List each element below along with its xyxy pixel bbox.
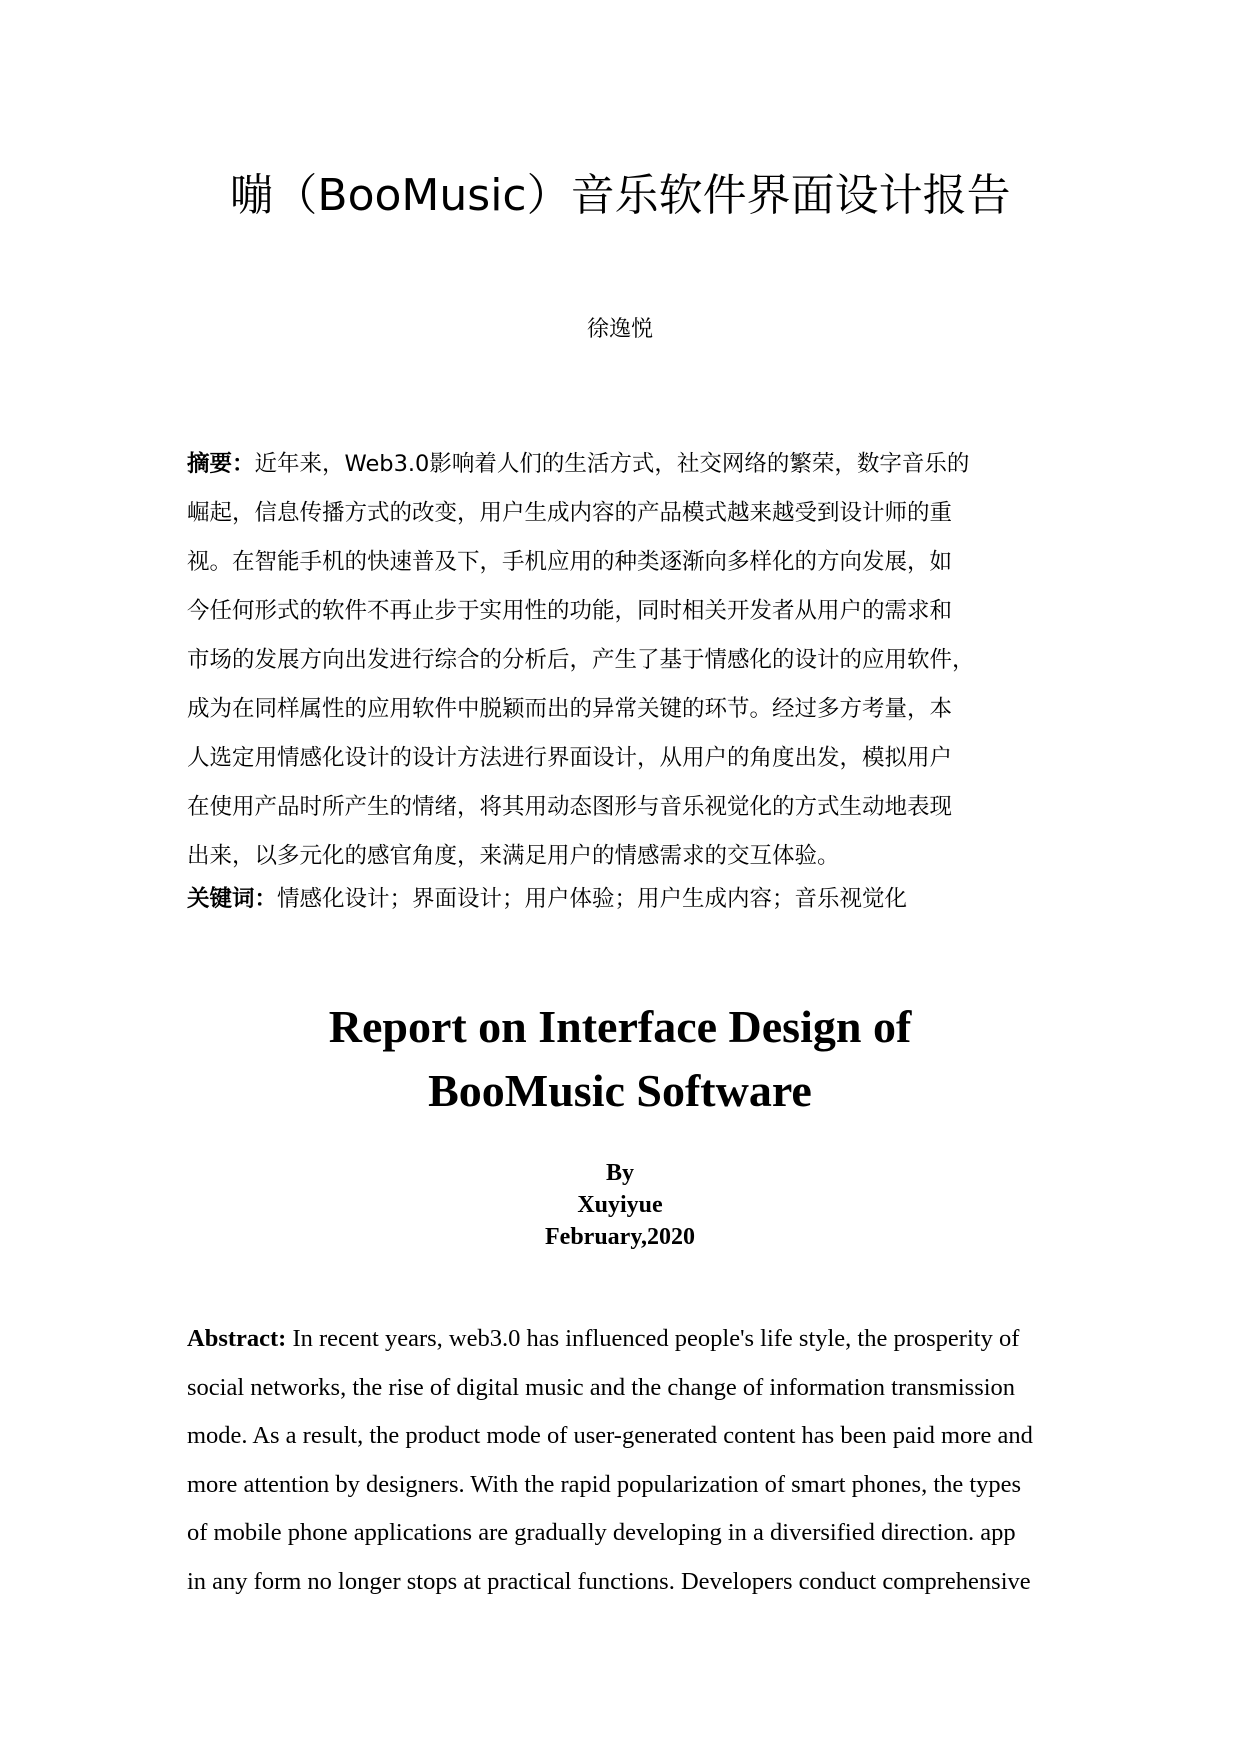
chinese-abstract-line: 视。在智能手机的快速普及下，手机应用的种类逐渐向多样化的方向发展，如	[187, 549, 953, 575]
chinese-abstract-text: 近年来，Web3.0影响着人们的生活方式，社交网络的繁荣，数字音乐的	[254, 451, 970, 477]
english-abstract-line: of mobile phone applications are gradually developing in a diversified direction. app	[187, 1519, 1016, 1546]
byline-author: Xuyiyue	[577, 1192, 663, 1218]
chinese-abstract-line	[187, 440, 1055, 489]
chinese-abstract-line: 今任何形式的软件不再止步于实用性的功能，同时相关开发者从用户的需求和	[187, 598, 953, 624]
chinese-title: 嘣（BooMusic）音乐软件界面设计报告	[229, 170, 1011, 221]
chinese-abstract-line: 人选定用情感化设计的设计方法进行界面设计，从用户的角度出发，模拟用户	[187, 745, 953, 771]
english-byline	[0, 1157, 1240, 1253]
english-abstract-line: in any form no longer stops at practical functions. Developers conduct comprehensive	[187, 1567, 1031, 1595]
chinese-keywords-text: 情感化设计；界面设计；用户体验；用户生成内容；音乐视觉化	[277, 886, 908, 912]
chinese-abstract-line: 崛起，信息传播方式的改变，用户生成内容的产品模式越来越受到设计师的重	[187, 500, 953, 526]
english-abstract-line: social networks, the rise of digital music and the change of information transmission	[187, 1373, 1016, 1401]
english-abstract	[187, 1315, 1057, 1606]
chinese-abstract-line: 市场的发展方向出发进行综合的分析后，产生了基于情感化的设计的应用软件，	[187, 647, 975, 673]
chinese-abstract-label: 摘要：	[187, 451, 255, 477]
chinese-abstract-line: 成为在同样属性的应用软件中脱颖而出的异常关键的环节。经过多方考量，本	[187, 696, 953, 722]
byline-by: By	[605, 1160, 634, 1186]
chinese-abstract-line: 出来，以多元化的感官角度，来满足用户的情感需求的交互体验。	[187, 843, 840, 869]
chinese-abstract-line: 在使用产品时所产生的情绪，将其用动态图形与音乐视觉化的方式生动地表现	[187, 794, 953, 820]
english-title-line: Report on Interface Design of	[328, 1001, 912, 1052]
english-title-line: BooMusic Software	[428, 1065, 812, 1116]
byline-date: February,2020	[545, 1224, 695, 1250]
english-abstract-line	[187, 1315, 1057, 1364]
english-abstract-label: Abstract:	[187, 1325, 287, 1352]
chinese-author: 徐逸悦	[586, 317, 653, 342]
chinese-abstract	[187, 440, 1055, 881]
chinese-keywords-label: 关键词：	[187, 886, 278, 912]
english-title	[0, 995, 1240, 1123]
english-abstract-line: more attention by designers. With the rapid popularization of smart phones, the types	[187, 1470, 1022, 1498]
english-abstract-text: In recent years, web3.0 has influenced people's life style, the prosperity of	[286, 1325, 1020, 1352]
chinese-keywords	[187, 883, 1055, 915]
english-abstract-line: mode. As a result, the product mode of user-generated content has been paid more and	[187, 1422, 1033, 1449]
